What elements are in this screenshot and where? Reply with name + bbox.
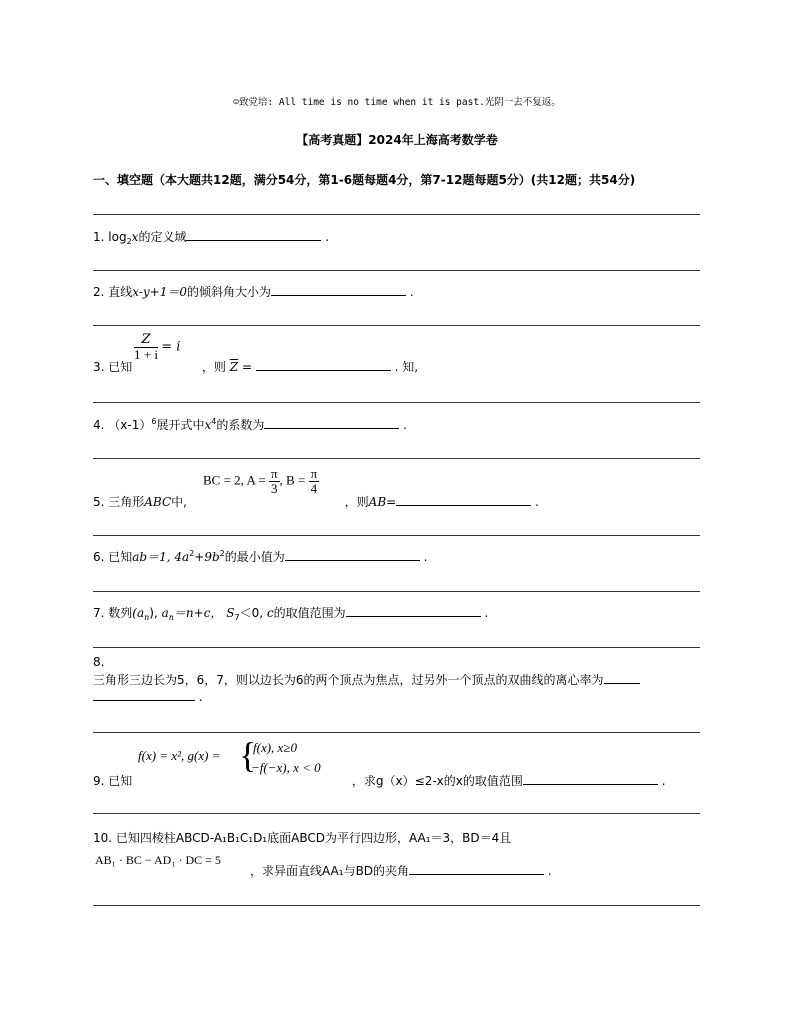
divider <box>93 813 700 814</box>
q2-expr: x-y+1＝0 <box>132 285 187 299</box>
q1-text: 的定义域 <box>138 230 187 244</box>
divider <box>93 214 700 215</box>
q2-end: . <box>409 285 414 299</box>
q7-close: ), <box>149 606 158 620</box>
q5-condition <box>203 467 319 496</box>
q2-prefix: 2. 直线 <box>93 285 133 299</box>
question-10-cont <box>250 862 552 879</box>
q7-c: c <box>266 606 274 620</box>
q6-sq1: 2 <box>189 549 195 558</box>
q4-prefix: 4. （x-1） <box>93 418 152 432</box>
q3-rhs: = i <box>161 339 181 355</box>
q5-then: ，则 <box>344 495 369 509</box>
q9-case2: −f(−x), x < 0 <box>251 760 321 775</box>
question-6 <box>93 548 427 565</box>
q4-var: x <box>204 418 212 432</box>
q1-prefix: 1. log <box>93 230 127 244</box>
q5-mid: 中, <box>171 495 187 509</box>
divider <box>93 732 700 733</box>
q3-eq: = <box>241 360 252 374</box>
q7-prefix: 7. 数列 <box>93 606 133 620</box>
q4-mid: 展开式中 <box>156 418 205 432</box>
q7-n2: n <box>168 613 174 622</box>
q10-end: . <box>547 864 552 878</box>
document-title: 【高考真题】2024年上海高考数学卷 <box>296 133 498 147</box>
q5-pi1: π <box>270 466 278 481</box>
q6-plus: +9b <box>194 550 220 564</box>
q5-ab: AB <box>368 495 387 509</box>
q7-n1: n <box>144 613 150 622</box>
q6-sq2: 2 <box>219 549 225 558</box>
q5-prefix: 5. 三角形 <box>93 495 145 509</box>
q7-end: . <box>484 606 489 620</box>
q6-expr-a: 4a <box>174 550 190 564</box>
q9-brace: { <box>239 735 257 775</box>
divider <box>93 591 700 592</box>
header-quote: ☺致党培: All time is no time when it is past.光阴一去不复返。 <box>233 97 561 108</box>
q4-end: . <box>403 418 407 432</box>
section-title: 一、填空题（本大题共12题，满分54分，第1-6题每题4分，第7-12题每题5分）(共12题；共54分) <box>93 173 636 187</box>
q3-zbar: $\overline{Z}$ <box>229 360 239 374</box>
q3-num: Z <box>134 333 158 348</box>
answer-blank[interactable] <box>346 606 481 617</box>
q3-end: . 知, <box>394 360 419 374</box>
q8-text: 三角形三边长为5，6，7，则以边长为6的两个顶点为焦点，过另外一个顶点的双曲线的离心率为 <box>93 673 604 687</box>
divider <box>93 325 700 326</box>
q5-b: , B = <box>279 472 306 488</box>
q5-eq: = <box>386 495 397 509</box>
q7-cond: ＜0, <box>239 606 264 620</box>
q9-case1: f(x), x≥0 <box>253 740 297 755</box>
question-1 <box>93 228 329 246</box>
q4-text: 的系数为 <box>216 418 265 432</box>
q5-d2: 4 <box>310 481 318 496</box>
divider <box>93 270 700 271</box>
q9-end: . <box>661 774 666 788</box>
divider <box>93 647 700 648</box>
question-2 <box>93 283 414 300</box>
question-7 <box>93 604 488 622</box>
q8-end: . <box>198 690 203 704</box>
question-10: 10. 已知四棱柱ABCD-A₁B₁C₁D₁底面ABCD为平行四边形，AA₁＝3，BD＝4且 <box>93 831 512 845</box>
q1-end: . <box>325 230 330 244</box>
question-8 <box>93 671 640 688</box>
q9-mid: ，求g（x）≤2-x的x的取值范围 <box>351 774 523 788</box>
q7-text: 的取值范围为 <box>273 606 346 620</box>
q1-base: 2 <box>126 237 132 246</box>
answer-blank[interactable] <box>256 360 391 371</box>
q7-an: (a <box>132 606 145 620</box>
q5-end: . <box>535 495 539 509</box>
q1-var: x <box>131 230 139 244</box>
q4-exp2: 4 <box>211 417 217 426</box>
q6-cond: ab＝1, <box>132 550 171 564</box>
divider <box>93 458 700 459</box>
answer-blank[interactable] <box>271 285 406 296</box>
answer-blank[interactable] <box>186 230 321 241</box>
answer-blank[interactable] <box>523 774 658 785</box>
answer-blank[interactable] <box>409 864 544 875</box>
q10-vector-expr: AB₁ · BC − AD₁ · DC = 5 <box>95 853 221 867</box>
q7-an2: a <box>161 606 169 620</box>
q3-prefix: 3. 已知 <box>93 360 133 374</box>
q7-def: ＝n+c， <box>173 606 223 620</box>
question-8-number: 8. <box>93 655 105 669</box>
divider <box>93 535 700 536</box>
question-9 <box>93 772 666 789</box>
q5-abc: ABC <box>144 495 172 509</box>
answer-blank[interactable] <box>285 550 420 561</box>
answer-blank[interactable] <box>604 673 640 684</box>
q2-text: 的倾斜角大小为 <box>186 285 271 299</box>
answer-blank[interactable] <box>396 495 531 506</box>
q6-end: . <box>423 550 428 564</box>
q4-exp: 6 <box>151 417 157 426</box>
q10-mid: ，求异面直线AA₁与BD的夹角 <box>250 864 410 878</box>
q7-s: S <box>226 606 235 620</box>
divider <box>93 402 700 403</box>
q6-text: 的最小值为 <box>224 550 285 564</box>
q6-prefix: 6. 已知 <box>93 550 133 564</box>
question-5 <box>93 493 539 510</box>
question-3 <box>93 358 418 375</box>
q3-mid: ，则 <box>201 360 226 374</box>
q9-prefix: 9. 已知 <box>93 774 133 788</box>
q3-den: 1 + i <box>134 347 158 362</box>
answer-blank[interactable] <box>93 690 195 701</box>
q5-cond: BC = 2, A = <box>203 472 266 488</box>
divider <box>93 905 700 906</box>
answer-blank[interactable] <box>264 418 399 429</box>
question-8-cont <box>93 690 203 704</box>
q5-d1: 3 <box>271 481 278 496</box>
question-4 <box>93 416 407 433</box>
q9-def: f(x) = x², g(x) = <box>138 748 221 763</box>
q7-s7: 7 <box>234 613 240 622</box>
q5-pi2: π <box>310 466 318 481</box>
